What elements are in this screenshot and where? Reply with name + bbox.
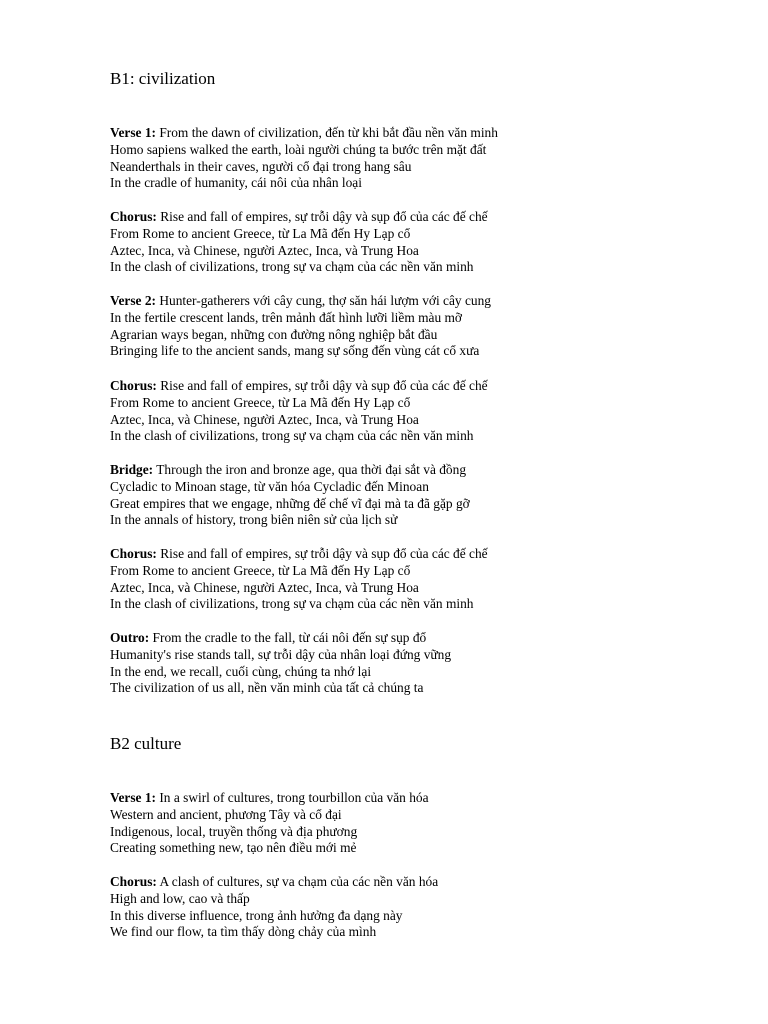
stanza-line: From Rome to ancient Greece, từ La Mã đến Hy Lạp cổ — [110, 225, 411, 241]
stanza-line: Aztec, Inca, và Chinese, người Aztec, Inca, và Trung Hoa — [110, 411, 419, 427]
stanza-line: The civilization of us all, nền văn minh của tất cả chúng ta — [110, 680, 424, 696]
stanza-line: Creating something new, tạo nên điều mới mẻ — [110, 840, 357, 856]
stanza-line — [110, 874, 438, 891]
stanza-outro — [110, 630, 451, 697]
stanza-line: Western and ancient, phương Tây và cổ đại — [110, 806, 342, 822]
stanza-chorus — [110, 874, 438, 941]
stanza-line: Aztec, Inca, và Chinese, người Aztec, Inca, và Trung Hoa — [110, 579, 419, 595]
stanza-line: In the annals of history, trong biên niên sử của lịch sử — [110, 512, 398, 528]
stanza-verse-1 — [110, 125, 498, 192]
stanza-label: Verse 2: — [110, 293, 156, 308]
stanza-line — [110, 209, 488, 226]
stanza-line: In the clash of civilizations, trong sự va chạm của các nền văn minh — [110, 428, 474, 444]
stanza-line — [110, 790, 429, 807]
line-text: Hunter-gatherers với cây cung, thợ săn hái lượm với cây cung — [155, 293, 491, 308]
line-text: Rise and fall of empires, sự trỗi dậy và sụp đổ của các đế chế — [156, 209, 488, 224]
stanza-line — [110, 125, 498, 142]
stanza-line: From Rome to ancient Greece, từ La Mã đến Hy Lạp cổ — [110, 562, 411, 578]
stanza-line: In this diverse influence, trong ảnh hưởng đa dạng này — [110, 907, 403, 923]
line-text: Through the iron and bronze age, qua thời đại sắt và đồng — [153, 462, 467, 477]
stanza-line: In the fertile crescent lands, trên mảnh đất hình lưỡi liềm màu mỡ — [110, 309, 462, 325]
line-text: Rise and fall of empires, sự trỗi dậy và sụp đổ của các đế chế — [156, 378, 488, 393]
stanza-bridge — [110, 462, 470, 529]
stanza-line: Indigenous, local, truyền thống và địa phương — [110, 823, 358, 839]
stanza-line — [110, 378, 488, 395]
stanza-chorus — [110, 546, 488, 613]
stanza-line — [110, 546, 488, 563]
stanza-chorus — [110, 378, 488, 445]
stanza-line: Neanderthals in their caves, người cổ đại trong hang sâu — [110, 158, 412, 174]
stanza-label: Chorus: — [110, 209, 157, 224]
stanza-line: In the end, we recall, cuối cùng, chúng ta nhớ lại — [110, 663, 372, 679]
stanza-label: Verse 1: — [110, 790, 156, 805]
stanza-line: In the cradle of humanity, cái nôi của nhân loại — [110, 175, 362, 191]
stanza-line: In the clash of civilizations, trong sự va chạm của các nền văn minh — [110, 596, 474, 612]
stanza-label: Outro: — [110, 630, 150, 645]
stanza-line — [110, 293, 491, 310]
stanza-line: Bringing life to the ancient sands, mang sự sống đến vùng cát cổ xưa — [110, 343, 480, 359]
line-text: Rise and fall of empires, sự trỗi dậy và sụp đổ của các đế chế — [156, 546, 488, 561]
stanza-line: Homo sapiens walked the earth, loài người chúng ta bước trên mặt đất — [110, 141, 487, 157]
stanza-line: Aztec, Inca, và Chinese, người Aztec, Inca, và Trung Hoa — [110, 242, 419, 258]
stanza-verse-2 — [110, 293, 491, 360]
stanza-verse-1 — [110, 790, 429, 857]
stanza-line: From Rome to ancient Greece, từ La Mã đến Hy Lạp cổ — [110, 394, 411, 410]
stanza-line — [110, 462, 470, 479]
stanza-label: Chorus: — [110, 874, 157, 889]
line-text: In a swirl of cultures, trong tourbillon của văn hóa — [155, 790, 429, 805]
stanza-label: Verse 1: — [110, 125, 156, 140]
section-heading: B1: civilization — [110, 69, 216, 88]
stanza-line — [110, 630, 451, 647]
stanza-line: High and low, cao và thấp — [110, 890, 250, 906]
stanza-label: Chorus: — [110, 378, 157, 393]
stanza-line: Agrarian ways began, những con đường nông nghiệp bắt đầu — [110, 326, 438, 342]
stanza-label: Bridge: — [110, 462, 154, 477]
stanza-line: Great empires that we engage, những đế chế vĩ đại mà ta đã gặp gỡ — [110, 495, 470, 511]
section-heading: B2 culture — [110, 734, 182, 753]
stanza-line: Cycladic to Minoan stage, từ văn hóa Cycladic đến Minoan — [110, 478, 429, 494]
line-text: From the cradle to the fall, từ cái nôi đến sự sụp đổ — [149, 630, 427, 645]
line-text: A clash of cultures, sự va chạm của các nền văn hóa — [156, 874, 439, 889]
stanza-line: In the clash of civilizations, trong sự va chạm của các nền văn minh — [110, 259, 474, 275]
stanza-line: Humanity's rise stands tall, sự trỗi dậy của nhân loại đứng vững — [110, 646, 452, 662]
line-text: From the dawn of civilization, đến từ khi bắt đầu nền văn minh — [155, 125, 498, 140]
stanza-line: We find our flow, ta tìm thấy dòng chảy của mình — [110, 924, 377, 940]
stanza-label: Chorus: — [110, 546, 157, 561]
stanza-chorus — [110, 209, 488, 276]
